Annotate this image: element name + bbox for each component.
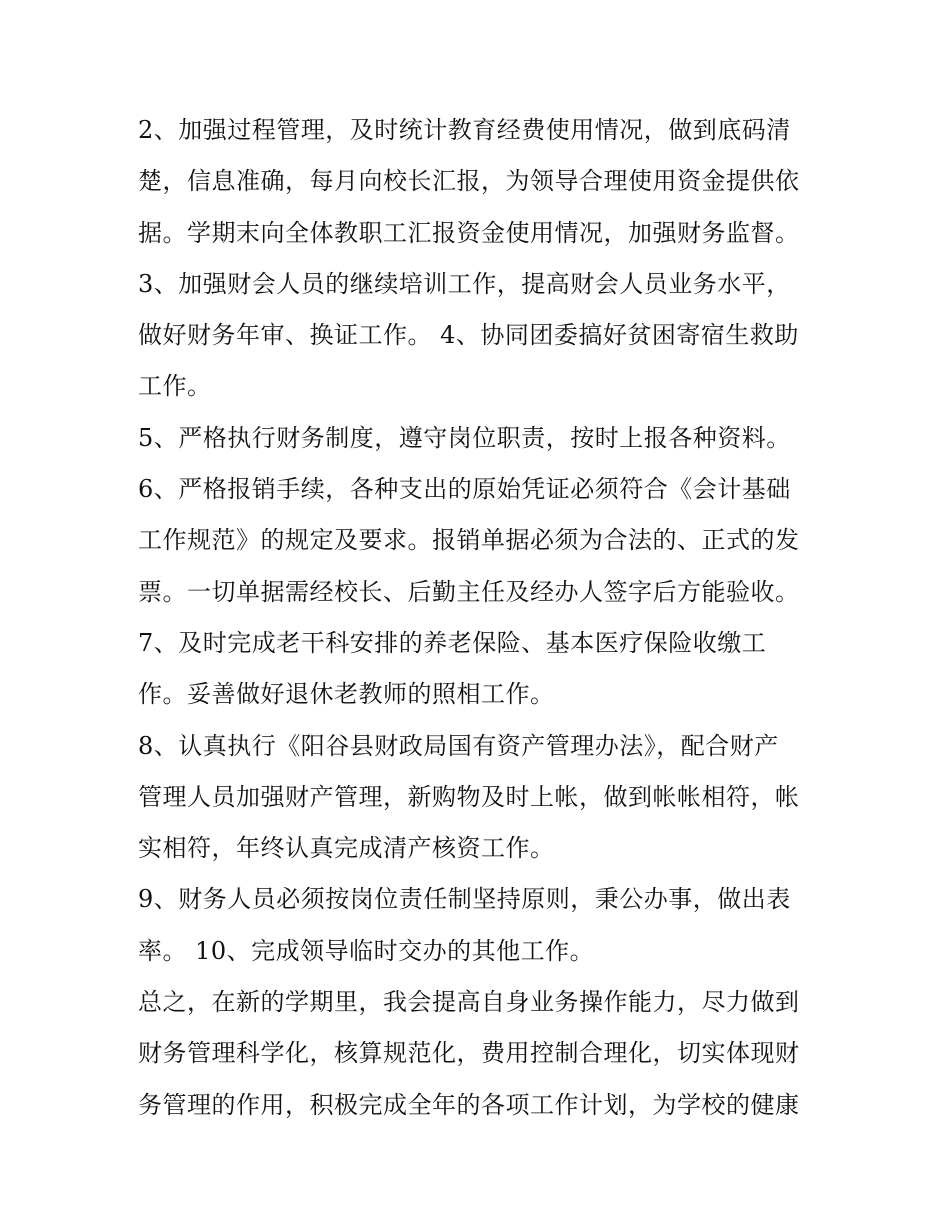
text-line: 务管理的作用，积极完成全年的各项工作计划，为学校的健康	[138, 1090, 800, 1119]
text-line: 9、财务人员必须按岗位责任制坚持原则，秉公办事，做出表	[138, 885, 791, 914]
text-line: 7、及时完成老干科安排的养老保险、基本医疗保险收缴工	[138, 628, 767, 657]
text-line: 8、认真执行《阳谷县财政局国有资产管理办法》，配合财产	[138, 731, 779, 760]
text-line: 2、加强过程管理，及时统计教育经费使用情况，做到底码清	[138, 116, 791, 144]
text-line: 总之，在新的学期里，我会提高自身业务操作能力，尽力做到	[138, 988, 800, 1017]
text-line: 票。一切单据需经校长、后勤主任及经办人签字后方能验收。	[138, 577, 800, 606]
text-line: 楚，信息准确，每月向校长汇报，为领导合理使用资金提供依	[138, 167, 800, 196]
text-line: 作。妥善做好退休老教师的照相工作。	[138, 680, 555, 709]
document-body	[138, 108, 818, 1134]
text-line: 工作。	[138, 372, 212, 401]
text-line: 率。 10、完成领导临时交办的其他工作。	[138, 936, 595, 965]
text-line: 6、严格报销手续，各种支出的原始凭证必须符合《会计基础	[138, 475, 791, 504]
text-line: 5、严格执行财务制度，遵守岗位职责，按时上报各种资料。	[138, 423, 791, 452]
text-line: 工作规范》的规定及要求。报销单据必须为合法的、正式的发	[138, 526, 800, 555]
text-line: 财务管理科学化，核算规范化，费用控制合理化，切实体现财	[138, 1039, 800, 1068]
text-line: 3、加强财会人员的继续培训工作，提高财会人员业务水平，	[138, 269, 791, 298]
text-line: 做好财务年审、换证工作。 4、协同团委搞好贫困寄宿生救助	[138, 321, 799, 350]
text-line: 据。学期末向全体教职工汇报资金使用情况，加强财务监督。	[138, 218, 800, 247]
text-line: 实相符，年终认真完成清产核资工作。	[138, 834, 555, 863]
text-line: 管理人员加强财产管理，新购物及时上帐，做到帐帐相符，帐	[138, 782, 800, 811]
